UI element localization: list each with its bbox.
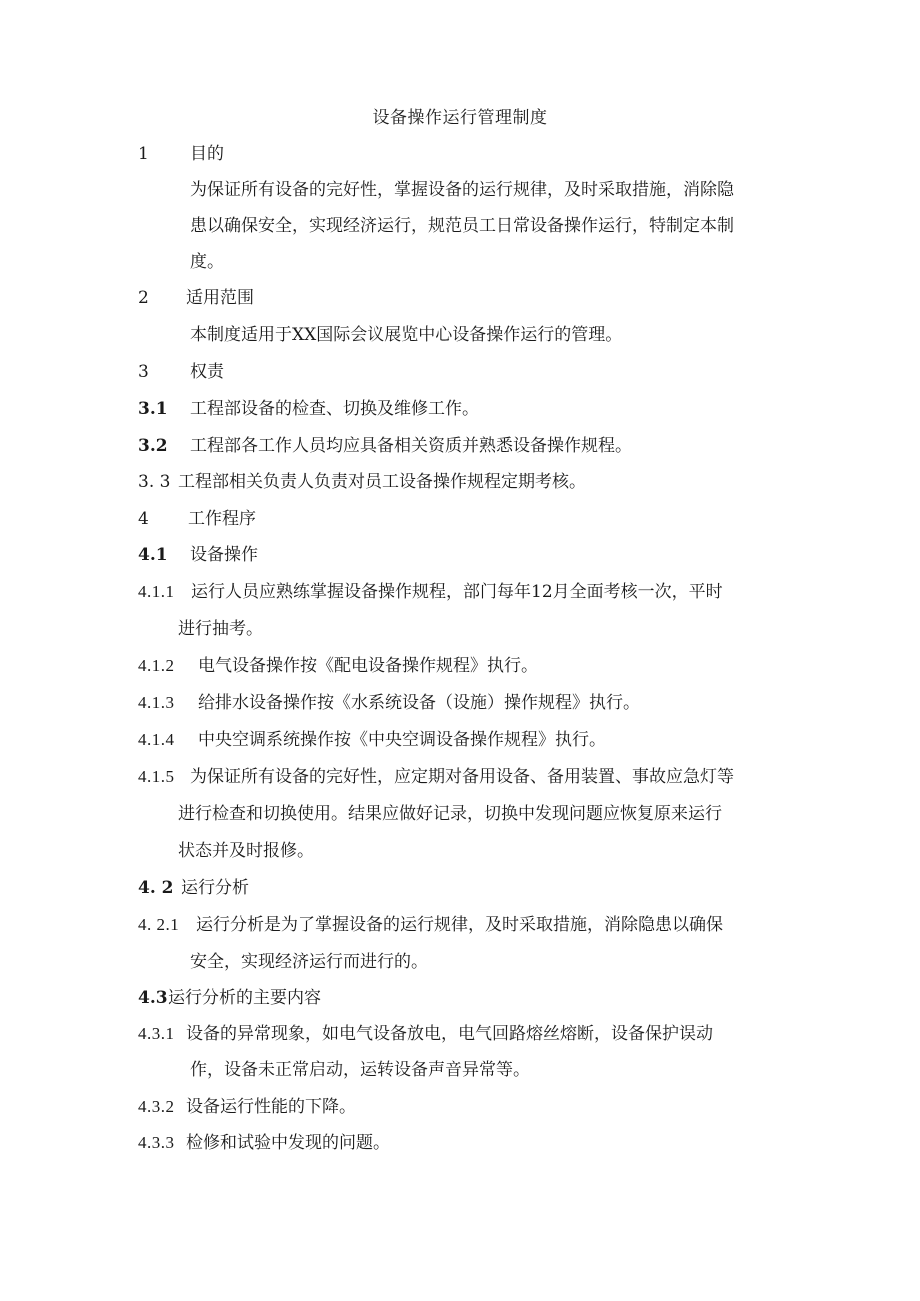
- clause-number: 4.3: [138, 988, 168, 1008]
- section-heading: 适用范围: [186, 288, 254, 308]
- clause-text: 设备运行性能的下降。: [186, 1097, 356, 1117]
- section-heading: 目的: [190, 144, 224, 164]
- clause-text: 运行人员应熟练掌握设备操作规程，部门每年12月全面考核一次，平时: [191, 582, 723, 602]
- clause-number: 4.1.1: [138, 582, 175, 601]
- clause-number: 3.1: [138, 399, 168, 419]
- clause-text: 运行分析是为了掌握设备的运行规律，及时采取措施，消除隐患以确保: [196, 915, 723, 935]
- clause-text: 作，设备未正常启动，运转设备声音异常等。: [190, 1060, 530, 1080]
- clause-text: 给排水设备操作按《水系统设备（设施）操作规程》执行。: [198, 693, 640, 713]
- clause-text: 进行抽考。: [178, 619, 263, 639]
- section-heading: 权责: [190, 362, 224, 382]
- clause-heading: 运行分析的主要内容: [168, 988, 321, 1008]
- clause-number: 4.3.3: [138, 1133, 175, 1152]
- clause-text: 工程部各工作人员均应具备相关资质并熟悉设备操作规程。: [190, 436, 632, 456]
- clause-text: 工程部设备的检查、切换及维修工作。: [190, 399, 479, 419]
- paragraph-line: 患以确保安全，实现经济运行，规范员工日常设备操作运行，特制定本制: [190, 216, 734, 236]
- section-number: 4: [138, 509, 149, 529]
- section-number: 1: [138, 144, 149, 164]
- clause-text: 设备的异常现象，如电气设备放电，电气回路熔丝熔断，设备保护误动: [186, 1024, 713, 1044]
- clause-heading: 运行分析: [181, 878, 249, 898]
- clause-number: 4. 2: [138, 878, 174, 898]
- clause-number: 3. 3: [138, 472, 171, 492]
- clause-number: 4.1.5: [138, 767, 175, 786]
- paragraph-line: 为保证所有设备的完好性，掌握设备的运行规律，及时采取措施，消除隐: [190, 180, 734, 200]
- clause-number: 4.1: [138, 545, 168, 565]
- paragraph-line: 度。: [190, 252, 224, 272]
- document-title: 设备操作运行管理制度: [372, 108, 548, 128]
- clause-text: 进行检查和切换使用。结果应做好记录，切换中发现问题应恢复原来运行: [178, 804, 722, 824]
- clause-text: 状态并及时报修。: [178, 841, 314, 861]
- clause-text: 中央空调系统操作按《中央空调设备操作规程》执行。: [198, 730, 606, 750]
- clause-text: 电气设备操作按《配电设备操作规程》执行。: [198, 656, 538, 676]
- clause-number: 4.1.3: [138, 693, 175, 712]
- clause-text: 为保证所有设备的完好性，应定期对备用设备、备用装置、事故应急灯等: [190, 767, 734, 787]
- clause-number: 3.2: [138, 436, 168, 456]
- section-number: 3: [138, 362, 149, 382]
- clause-number: 4. 2.1: [138, 915, 180, 934]
- clause-text: 安全，实现经济运行而进行的。: [190, 952, 428, 972]
- clause-number: 4.3.1: [138, 1024, 175, 1043]
- section-heading: 工作程序: [188, 509, 256, 529]
- paragraph-line: 本制度适用于XX国际会议展览中心设备操作运行的管理。: [190, 325, 623, 345]
- clause-number: 4.1.2: [138, 656, 175, 675]
- clause-number: 4.3.2: [138, 1097, 175, 1116]
- clause-heading: 设备操作: [190, 545, 258, 565]
- clause-number: 4.1.4: [138, 730, 175, 749]
- clause-text: 检修和试验中发现的问题。: [186, 1133, 390, 1153]
- section-number: 2: [138, 288, 149, 308]
- clause-text: 工程部相关负责人负责对员工设备操作规程定期考核。: [178, 472, 586, 492]
